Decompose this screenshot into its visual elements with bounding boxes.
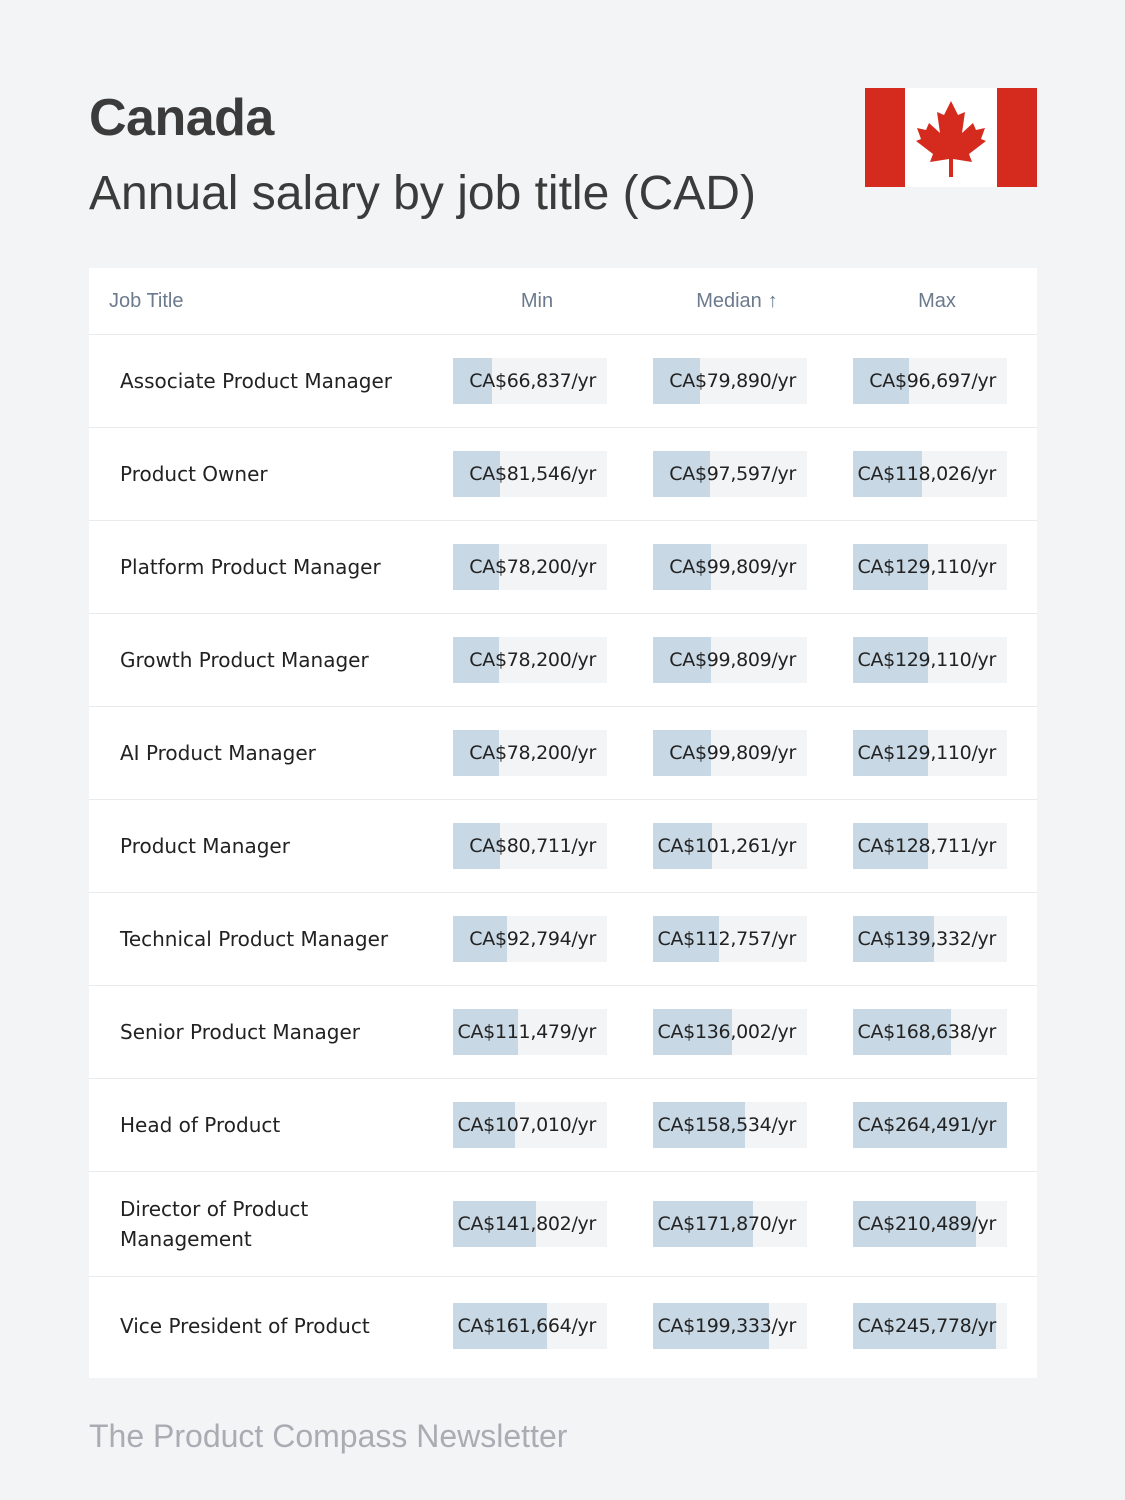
job-title-cell: Senior Product Manager — [120, 1020, 361, 1044]
min-salary-bar — [453, 544, 607, 590]
canada-flag-icon — [865, 88, 1037, 187]
max-salary-label: CA$245,778/yr — [857, 1314, 996, 1337]
min-salary-bar — [453, 823, 607, 869]
table-row — [89, 1172, 1037, 1277]
min-salary-label: CA$81,546/yr — [469, 463, 596, 485]
min-salary-label: CA$78,200/yr — [469, 649, 596, 671]
min-salary-label: CA$141,802/yr — [457, 1213, 596, 1235]
min-salary-bar — [453, 730, 607, 776]
job-title-cell: Vice President of Product — [120, 1313, 370, 1338]
min-salary-bar — [453, 1102, 607, 1148]
column-header-max[interactable]: Max — [918, 290, 956, 312]
median-salary-bar — [653, 1102, 807, 1148]
median-salary-label: CA$171,870/yr — [657, 1213, 796, 1235]
max-salary-label: CA$168,638/yr — [857, 1021, 996, 1043]
job-title-cell: Growth Product Manager — [120, 648, 369, 672]
median-salary-label: CA$101,261/yr — [657, 835, 796, 857]
min-salary-label: CA$66,837/yr — [469, 370, 596, 392]
job-title-cell: Technical Product Manager — [120, 927, 389, 951]
median-salary-bar — [653, 1009, 807, 1055]
median-salary-label: CA$158,534/yr — [657, 1114, 796, 1136]
median-salary-bar — [653, 1303, 807, 1349]
max-salary-bar — [853, 451, 1007, 497]
max-salary-label: CA$118,026/yr — [857, 463, 996, 485]
table-row — [89, 614, 1037, 707]
table-row — [89, 1277, 1037, 1374]
max-salary-label: CA$129,110/yr — [857, 556, 996, 578]
max-salary-label: CA$96,697/yr — [869, 370, 996, 392]
min-salary-bar — [453, 1303, 607, 1349]
column-header-median-label: Median — [696, 290, 762, 312]
median-salary-label: CA$99,809/yr — [669, 649, 796, 671]
max-salary-bar — [853, 1201, 1007, 1247]
min-salary-label: CA$92,794/yr — [469, 928, 596, 950]
max-salary-bar — [853, 1102, 1007, 1148]
median-salary-label: CA$112,757/yr — [657, 928, 796, 950]
median-salary-bar — [653, 1201, 807, 1247]
table-row — [89, 986, 1037, 1079]
max-salary-bar — [853, 730, 1007, 776]
table-row — [89, 707, 1037, 800]
column-header-median[interactable] — [653, 290, 821, 313]
min-salary-label: CA$78,200/yr — [469, 556, 596, 578]
min-salary-label: CA$107,010/yr — [457, 1114, 596, 1136]
min-salary-label: CA$78,200/yr — [469, 742, 596, 764]
max-salary-label: CA$264,491/yr — [857, 1114, 996, 1136]
min-salary-bar — [453, 637, 607, 683]
job-title-cell: AI Product Manager — [120, 741, 316, 765]
table-row — [89, 521, 1037, 614]
min-salary-bar — [453, 1201, 607, 1247]
median-salary-label: CA$79,890/yr — [669, 370, 796, 392]
job-title-cell: Product Manager — [120, 834, 290, 858]
max-salary-bar — [853, 1303, 1007, 1349]
job-title-cell: Head of Product — [120, 1113, 281, 1137]
median-salary-bar — [653, 451, 807, 497]
median-salary-bar — [653, 544, 807, 590]
median-salary-label: CA$99,809/yr — [669, 556, 796, 578]
min-salary-bar — [453, 451, 607, 497]
max-salary-label: CA$128,711/yr — [857, 835, 996, 857]
footer-credit: The Product Compass Newsletter — [89, 1418, 568, 1454]
salary-table — [89, 268, 1037, 1378]
min-salary-bar — [453, 1009, 607, 1055]
column-header-min[interactable]: Min — [520, 290, 554, 312]
max-salary-label: CA$210,489/yr — [857, 1213, 996, 1235]
min-salary-label: CA$80,711/yr — [469, 835, 596, 857]
column-header-job-title[interactable]: Job Title — [109, 290, 184, 312]
arrow-up-icon: ↑ — [767, 290, 778, 312]
table-header — [89, 268, 1037, 335]
median-salary-bar — [653, 823, 807, 869]
min-salary-bar — [453, 916, 607, 962]
min-salary-bar — [453, 358, 607, 404]
median-salary-bar — [653, 730, 807, 776]
min-salary-label: CA$111,479/yr — [457, 1021, 596, 1043]
max-salary-bar — [853, 823, 1007, 869]
median-salary-label: CA$97,597/yr — [669, 463, 796, 485]
job-title-cell: Associate Product Manager — [120, 369, 393, 393]
max-salary-bar — [853, 637, 1007, 683]
table-row — [89, 428, 1037, 521]
median-salary-label: CA$99,809/yr — [669, 742, 796, 764]
median-salary-bar — [653, 916, 807, 962]
job-title-cell: Director of Product Management — [120, 1197, 309, 1251]
job-title-cell: Platform Product Manager — [120, 555, 381, 579]
median-salary-bar — [653, 358, 807, 404]
job-title-cell: Product Owner — [120, 462, 268, 486]
table-row — [89, 893, 1037, 986]
min-salary-label: CA$161,664/yr — [457, 1314, 596, 1337]
max-salary-bar — [853, 1009, 1007, 1055]
max-salary-bar — [853, 544, 1007, 590]
median-salary-label: CA$136,002/yr — [657, 1021, 796, 1043]
table-row — [89, 800, 1037, 893]
max-salary-bar — [853, 358, 1007, 404]
max-salary-bar — [853, 916, 1007, 962]
page-subtitle: Annual salary by job title (CAD) — [89, 167, 756, 220]
median-salary-label: CA$199,333/yr — [657, 1314, 796, 1337]
max-salary-label: CA$129,110/yr — [857, 649, 996, 671]
table-row — [89, 1079, 1037, 1172]
table-row — [89, 335, 1037, 428]
max-salary-label: CA$129,110/yr — [857, 742, 996, 764]
median-salary-bar — [653, 637, 807, 683]
max-salary-label: CA$139,332/yr — [857, 928, 996, 950]
page-title: Canada — [89, 89, 274, 147]
table-body — [89, 335, 1037, 1374]
